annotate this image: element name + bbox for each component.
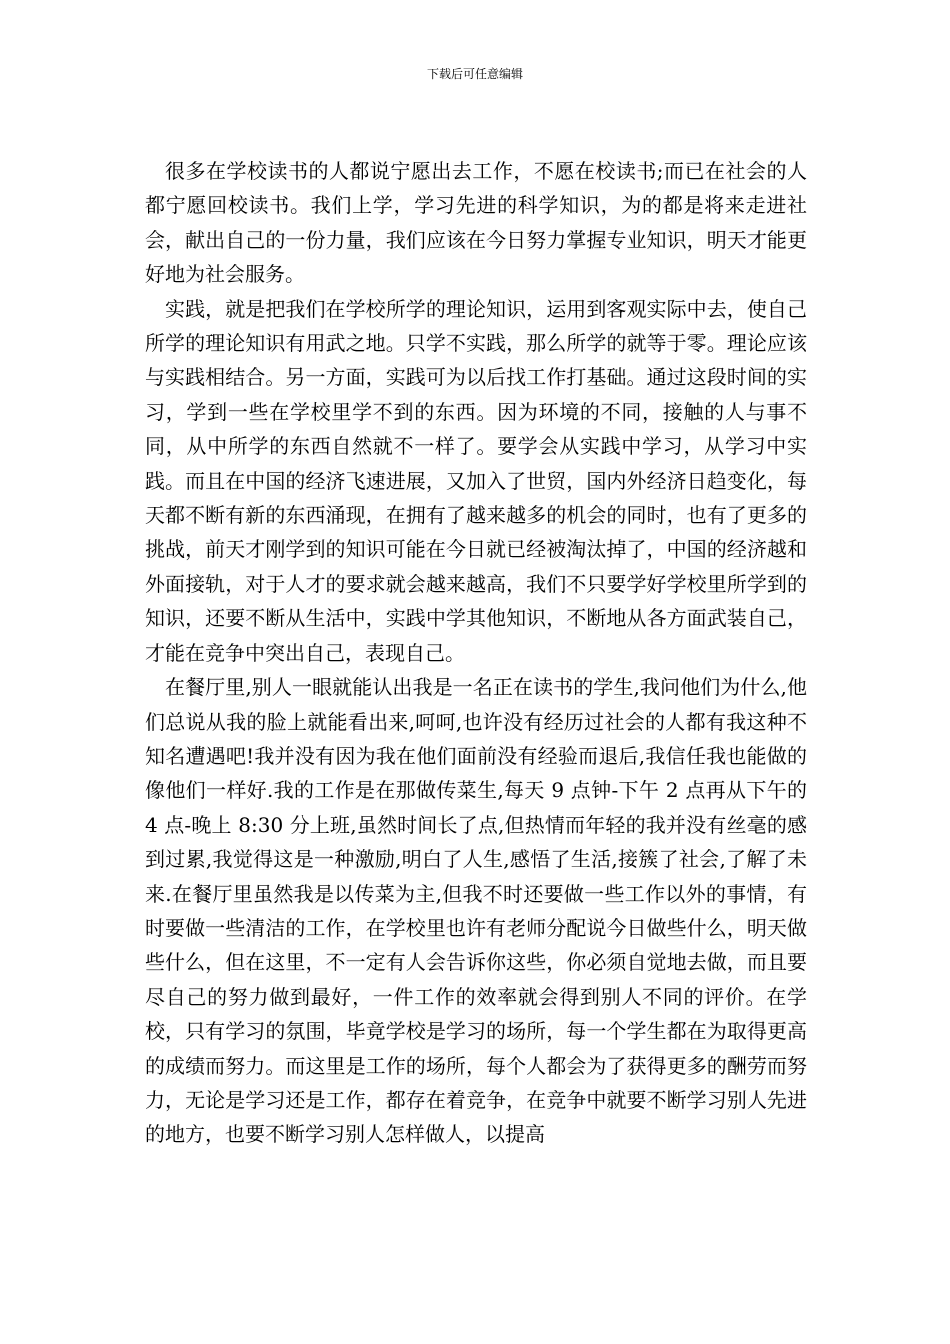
paragraph-3: 在餐厅里,别人一眼就能认出我是一名正在读书的学生,我问他们为什么,他们总说从我的脸上就能看出来,呵呵,也许没有经历过社会的人都有我这种不知名遭遇吧!我并没有因为我在他们面前没有经验而退后,我信任我也能做的像他们一样好.我的工作是在那做传菜生,每天 9 点钟-下午 2 点再从下午的 4 点-晚上 8:30 分上班,虽然时间长了点,但热情而年轻的我并没有丝毫的感到过累,我觉得这是一种激励,明白了人生,感悟了生活,接簇了社会,了解了未来.在餐厅里虽然我是以传菜为主,但我不时还要做一些工作以外的事情，有时要做一些清洁的工作，在学校里也许有老师分配说今日做些什么，明天做些什么，但在这里，不一定有人会告诉你这些，你必须自觉地去做，而且要尽自己的努力做到最好，一件工作的效率就会得到别人不同的评价。在学校，只有学习的氛围，毕竟学校是学习的场所，每一个学生都在为取得更高的成绩而努力。而这里是工作的场所，每个人都会为了获得更多的酬劳而努力，无论是学习还是工作，都存在着竞争，在竞争中就要不断学习别人先进的地方，也要不断学习别人怎样做人，以提高 [145,675,807,1147]
paragraph-1: 很多在学校读书的人都说宁愿出去工作，不愿在校读书;而已在社会的人都宁愿回校读书。我们上学，学习先进的科学知识，为的都是将来走进社会，献出自己的一份力量，我们应该在今日努力掌握专业知识，明天才能更好地为社会服务。 [145,159,807,287]
document-body [145,154,807,1152]
page-header-note: 下载后可任意编辑 [426,67,523,81]
paragraph-2: 实践，就是把我们在学校所学的理论知识，运用到客观实际中去，使自己所学的理论知识有用武之地。只学不实践，那么所学的就等于零。理论应该与实践相结合。另一方面，实践可为以后找工作打基础。通过这段时间的实习，学到一些在学校里学不到的东西。因为环境的不同，接触的人与事不同，从中所学的东西自然就不一样了。要学会从实践中学习，从学习中实践。而且在中国的经济飞速进展，又加入了世贸，国内外经济日趋变化，每天都不断有新的东西涌现，在拥有了越来越多的机会的同时，也有了更多的挑战，前天才刚学到的知识可能在今日就已经被淘汰掉了，中国的经济越和外面接轨，对于人才的要求就会越来越高，我们不只要学好学校里所学到的知识，还要不断从生活中，实践中学其他知识，不断地从各方面武装自己，才能在竞争中突出自己，表现自己。 [145,296,807,665]
